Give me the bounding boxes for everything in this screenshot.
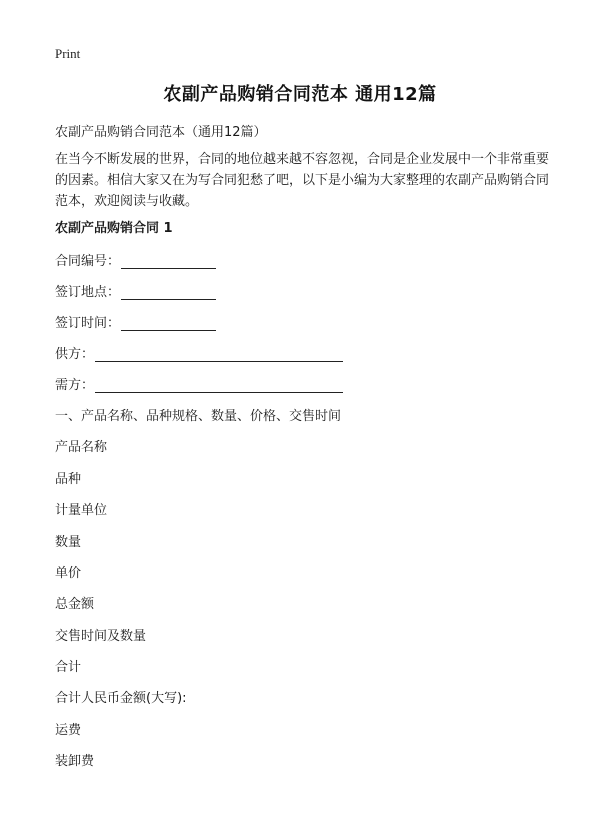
list-item: 运费 bbox=[55, 723, 82, 738]
intro-paragraph: 在当今不断发展的世界，合同的地位越来越不容忽视，合同是企业发展中一个非常重要的因素。相信大家又在为写合同犯愁了吧，以下是小编为大家整理的农副产品购销合同范本，欢迎阅读与收藏。 bbox=[55, 152, 550, 209]
section-heading: 农副产品购销合同 1 bbox=[55, 221, 173, 236]
field-label: 签订地点： bbox=[55, 285, 121, 300]
contract-number-field bbox=[55, 250, 216, 269]
signing-place-field bbox=[55, 281, 216, 300]
list-item: 总金额 bbox=[55, 597, 95, 612]
document-subtitle: 农副产品购销合同范本（通用12篇） bbox=[55, 125, 267, 140]
buyer-blank bbox=[95, 378, 343, 393]
field-label: 签订时间： bbox=[55, 316, 121, 331]
field-label: 合同编号： bbox=[55, 254, 121, 269]
print-link[interactable]: Print bbox=[55, 46, 81, 61]
field-label: 需方： bbox=[55, 378, 95, 393]
clause-heading: 一、产品名称、品种规格、数量、价格、交售时间 bbox=[55, 409, 342, 424]
list-item: 单价 bbox=[55, 566, 82, 581]
document-title: 农副产品购销合同范本 通用12篇 bbox=[163, 84, 437, 105]
list-item: 计量单位 bbox=[55, 503, 108, 518]
buyer-field bbox=[55, 374, 343, 393]
field-label: 供方： bbox=[55, 347, 95, 362]
list-item: 品种 bbox=[55, 472, 82, 487]
list-item: 合计 bbox=[55, 660, 82, 675]
supplier-field bbox=[55, 343, 343, 362]
list-item: 数量 bbox=[55, 535, 82, 550]
signing-time-field bbox=[55, 312, 216, 331]
contract-number-blank bbox=[121, 254, 216, 269]
signing-place-blank bbox=[121, 285, 216, 300]
list-item: 合计人民币金额(大写): bbox=[55, 691, 187, 706]
supplier-blank bbox=[95, 347, 343, 362]
list-item: 交售时间及数量 bbox=[55, 629, 147, 644]
list-item: 产品名称 bbox=[55, 440, 108, 455]
list-item: 装卸费 bbox=[55, 754, 95, 769]
signing-time-blank bbox=[121, 316, 216, 331]
